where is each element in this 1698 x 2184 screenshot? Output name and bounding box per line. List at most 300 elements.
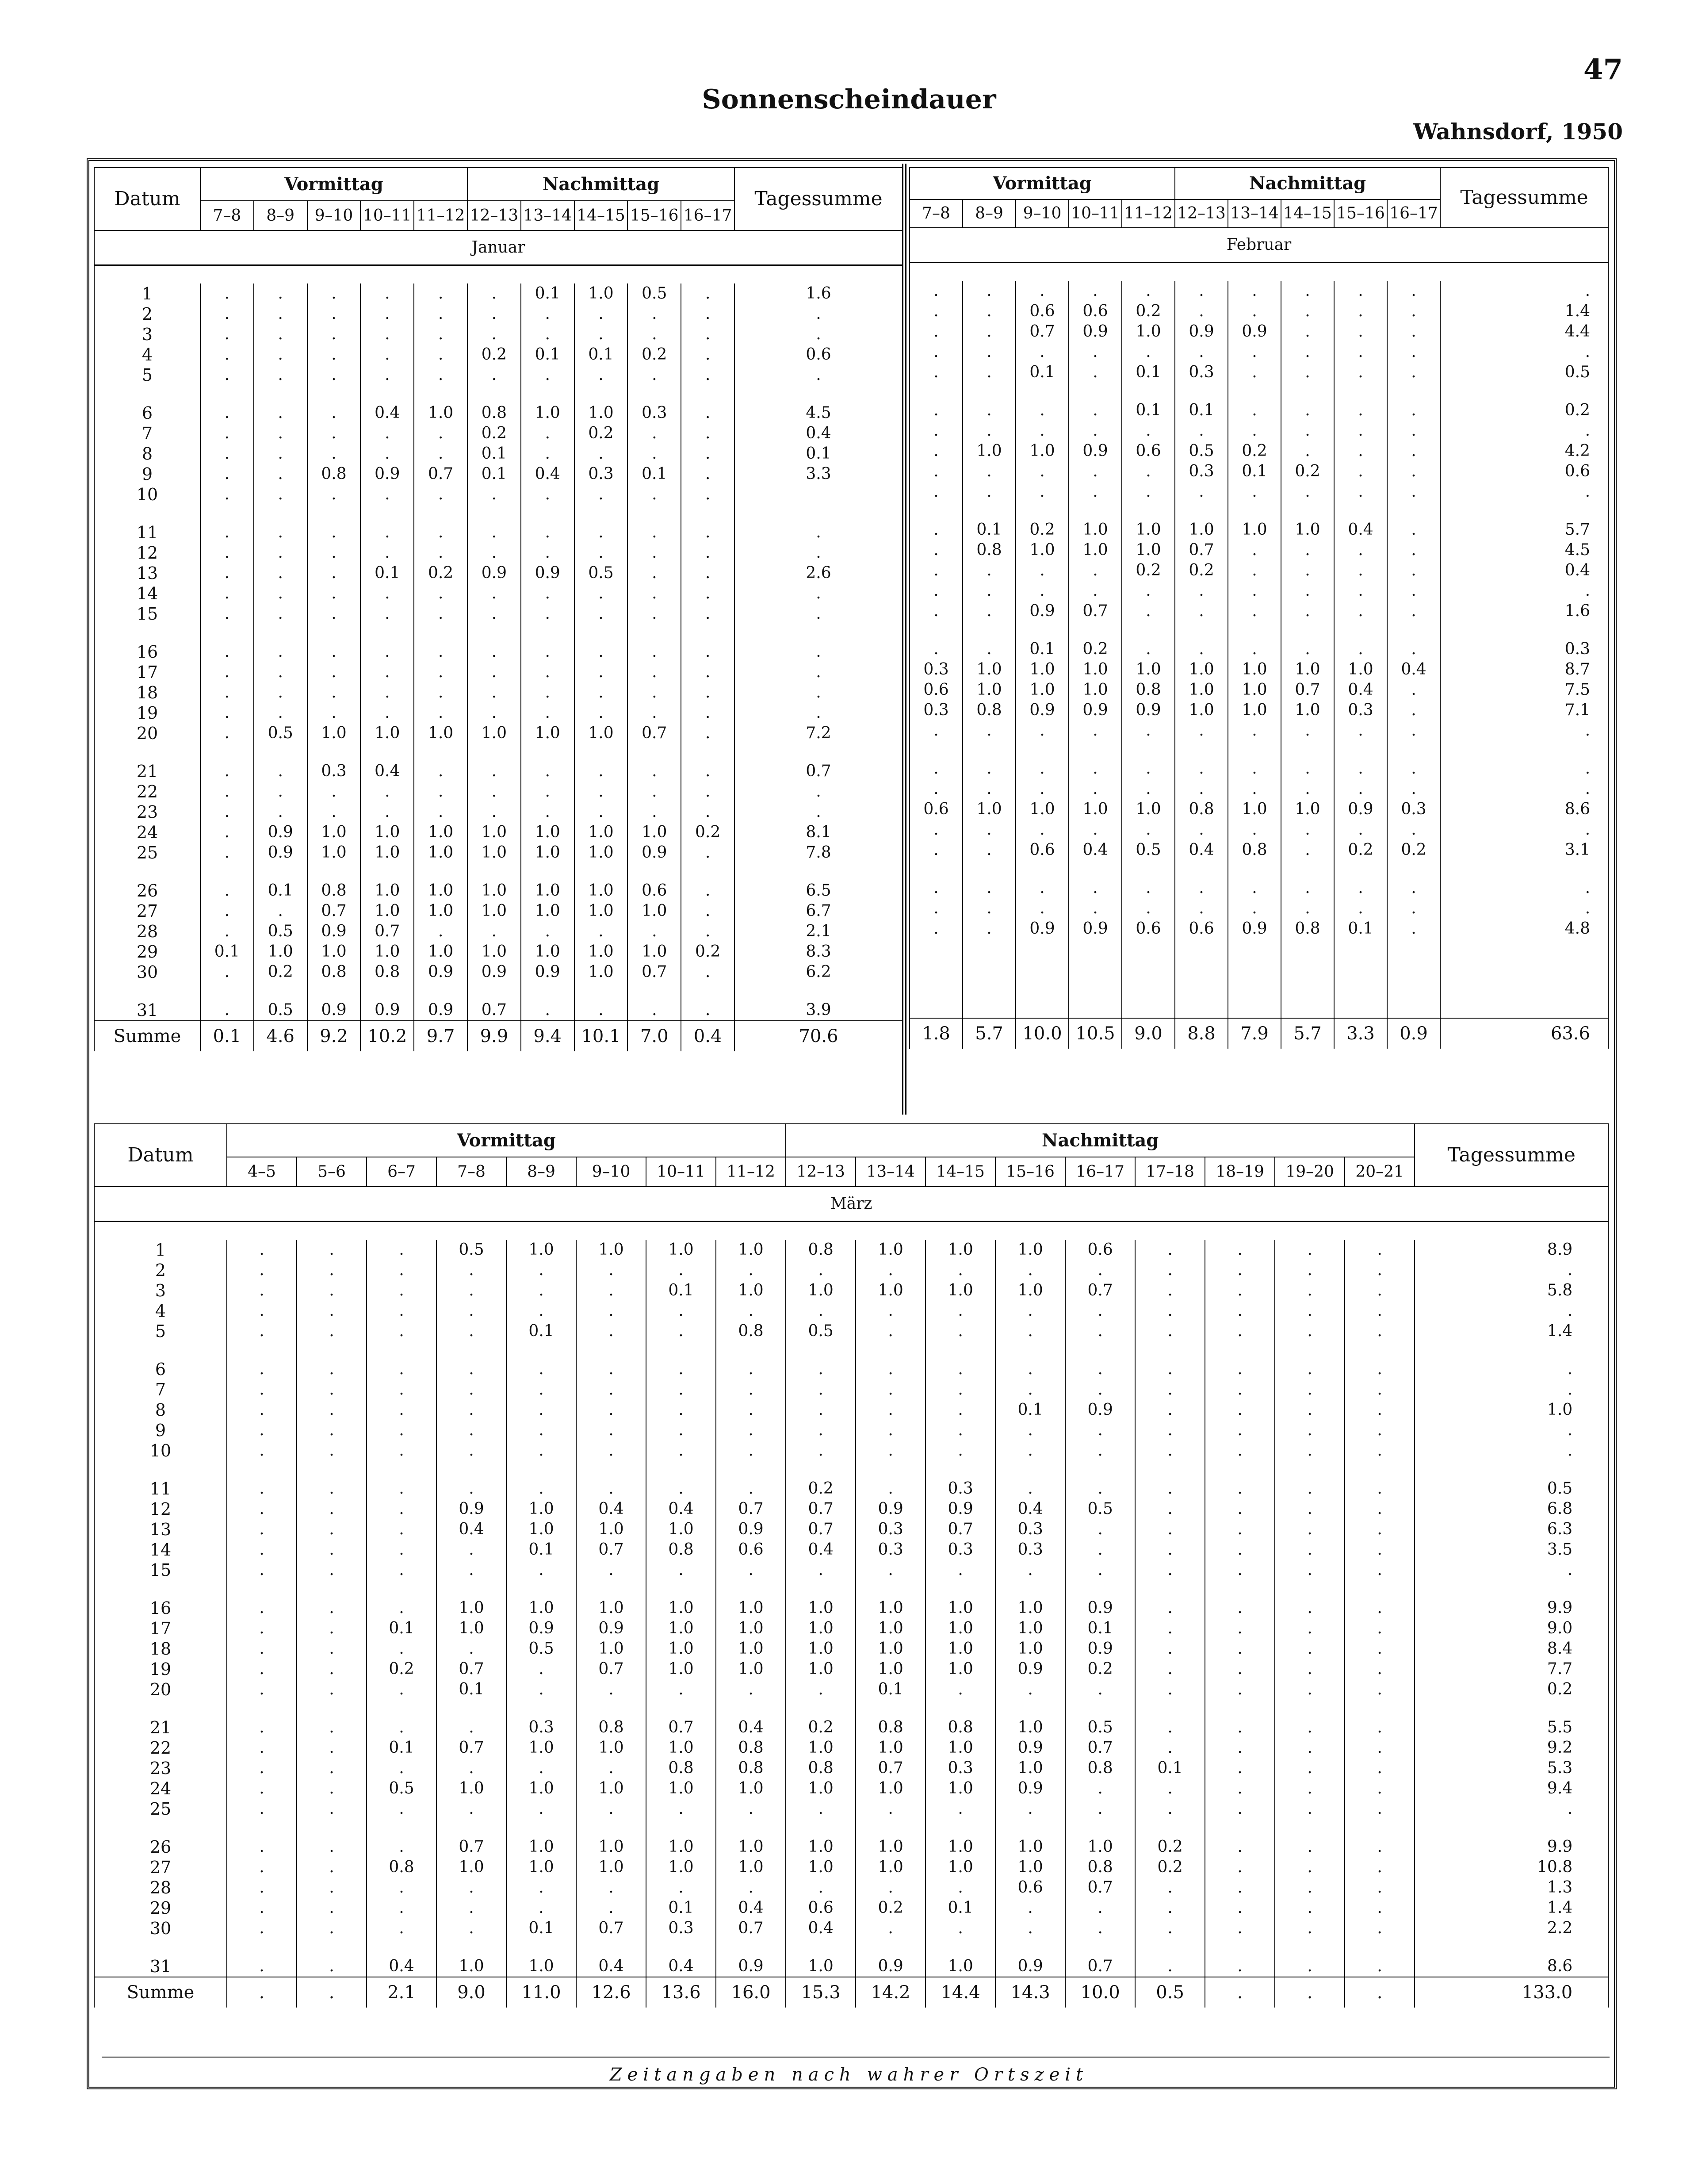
hour-value: . bbox=[786, 1420, 856, 1441]
hour-value: . bbox=[297, 1758, 367, 1778]
hour-value: . bbox=[1069, 759, 1122, 779]
hour-value: . bbox=[681, 703, 734, 723]
hour-value: . bbox=[681, 563, 734, 583]
hour-value: . bbox=[910, 461, 963, 482]
maerz-month-row bbox=[94, 1187, 1608, 1222]
hour-value: . bbox=[1122, 482, 1175, 502]
daily-total: . bbox=[734, 782, 903, 802]
hour-value: 1.0 bbox=[414, 843, 467, 863]
hour-value: . bbox=[360, 365, 414, 385]
hour-value: . bbox=[1065, 1778, 1135, 1799]
hour-value: 0.1 bbox=[574, 345, 628, 365]
hour-value: 1.0 bbox=[576, 1738, 646, 1758]
hour-value: . bbox=[1275, 1400, 1345, 1420]
hour-value: . bbox=[681, 464, 734, 484]
hour-value: . bbox=[254, 403, 307, 423]
hour-value: . bbox=[681, 543, 734, 563]
hour-value: . bbox=[681, 901, 734, 921]
hour-value: . bbox=[254, 284, 307, 304]
daily-total: 0.4 bbox=[1440, 560, 1608, 581]
hour-value: 1.0 bbox=[925, 1778, 995, 1799]
hour-value: 0.1 bbox=[360, 563, 414, 583]
hour-value: . bbox=[467, 761, 521, 782]
hour-value: . bbox=[716, 1301, 786, 1321]
hour-value: . bbox=[414, 662, 467, 682]
hour-value: . bbox=[1228, 421, 1281, 441]
hour-value: 0.4 bbox=[436, 1519, 506, 1540]
hour-value: . bbox=[297, 1560, 367, 1580]
hour-value: . bbox=[200, 444, 254, 464]
hour-value: . bbox=[307, 444, 361, 464]
hour-value: . bbox=[627, 484, 681, 505]
hour-value: . bbox=[467, 543, 521, 563]
hour-value: . bbox=[521, 604, 574, 624]
hour-value: . bbox=[307, 662, 361, 682]
hour-sum: 10.0 bbox=[1065, 1977, 1135, 2008]
table-row bbox=[94, 1280, 1608, 1301]
hour-header: 16–17 bbox=[681, 201, 734, 230]
hour-value: . bbox=[1275, 1738, 1345, 1758]
hour-value: . bbox=[681, 1000, 734, 1021]
hour-value: 0.7 bbox=[576, 1659, 646, 1679]
hour-value: 0.9 bbox=[254, 822, 307, 843]
hour-value: . bbox=[307, 484, 361, 505]
hour-value: 0.4 bbox=[1334, 520, 1387, 540]
hour-value: . bbox=[1122, 898, 1175, 919]
hour-value: . bbox=[1205, 1659, 1275, 1679]
daily-total: 5.5 bbox=[1415, 1717, 1608, 1738]
hour-value: 1.0 bbox=[1069, 540, 1122, 560]
hour-value: . bbox=[681, 723, 734, 743]
daily-total: 6.8 bbox=[1415, 1499, 1608, 1519]
table-row bbox=[94, 942, 903, 962]
hour-value: . bbox=[1275, 1260, 1345, 1280]
hour-value: . bbox=[367, 1499, 436, 1519]
hour-value: 1.0 bbox=[646, 1659, 716, 1679]
hour-value: . bbox=[1205, 1321, 1275, 1341]
hour-value: 0.9 bbox=[307, 1000, 361, 1021]
daily-total: 8.9 bbox=[1415, 1240, 1608, 1260]
hour-value: 1.0 bbox=[414, 881, 467, 901]
hour-value: . bbox=[716, 1679, 786, 1700]
table-row bbox=[910, 820, 1608, 840]
hour-value: . bbox=[1069, 820, 1122, 840]
hour-sum: 0.9 bbox=[1387, 1018, 1440, 1049]
daily-total: . bbox=[1440, 581, 1608, 601]
hour-value: 0.5 bbox=[627, 284, 681, 304]
table-row bbox=[94, 1499, 1608, 1519]
hour-value: . bbox=[1275, 1956, 1345, 1977]
hour-value: . bbox=[436, 1540, 506, 1560]
hour-value: 0.4 bbox=[367, 1956, 436, 1977]
hour-value: . bbox=[786, 1679, 856, 1700]
hour-value: . bbox=[467, 921, 521, 942]
hour-value: . bbox=[360, 662, 414, 682]
hour-value bbox=[910, 959, 963, 980]
hour-value: . bbox=[576, 1479, 646, 1499]
hour-value: . bbox=[1345, 1301, 1415, 1321]
hour-value: 0.9 bbox=[1016, 700, 1069, 720]
hour-value: . bbox=[1069, 898, 1122, 919]
hour-value: 1.0 bbox=[506, 1956, 576, 1977]
day-number: 3 bbox=[94, 324, 200, 345]
day-number: 15 bbox=[94, 1560, 227, 1580]
hour-value: 1.0 bbox=[786, 1639, 856, 1659]
hour-value: . bbox=[1334, 759, 1387, 779]
hour-value: 1.0 bbox=[646, 1618, 716, 1639]
hour-value: . bbox=[1275, 1240, 1345, 1260]
hour-value: 1.0 bbox=[925, 1956, 995, 1977]
hour-value: . bbox=[574, 802, 628, 822]
hour-value: . bbox=[1334, 342, 1387, 362]
day-number: 12 bbox=[94, 1499, 227, 1519]
hour-value: . bbox=[1122, 820, 1175, 840]
hour-value: . bbox=[436, 1301, 506, 1321]
hour-sum: 10.2 bbox=[360, 1021, 414, 1051]
hour-value: 0.5 bbox=[254, 1000, 307, 1021]
hour-value: 1.0 bbox=[646, 1738, 716, 1758]
hour-value: . bbox=[1334, 898, 1387, 919]
hour-value: . bbox=[574, 662, 628, 682]
hour-value: . bbox=[367, 1898, 436, 1918]
hour-value: 1.0 bbox=[627, 901, 681, 921]
hour-header: 10–11 bbox=[646, 1157, 716, 1187]
hour-value: . bbox=[1069, 400, 1122, 421]
hour-value: . bbox=[681, 284, 734, 304]
hour-value: 0.7 bbox=[1065, 1738, 1135, 1758]
hour-value: . bbox=[1135, 1420, 1205, 1441]
hour-value: . bbox=[856, 1379, 925, 1400]
hour-value: . bbox=[521, 522, 574, 543]
day-number: 18 bbox=[94, 1639, 227, 1659]
hour-value: . bbox=[856, 1441, 925, 1461]
hour-value: . bbox=[1275, 1359, 1345, 1379]
januar-month-row bbox=[94, 230, 903, 265]
hour-value: . bbox=[574, 522, 628, 543]
hour-value: . bbox=[1205, 1479, 1275, 1499]
hour-value: 0.7 bbox=[436, 1659, 506, 1679]
hour-value: . bbox=[576, 1321, 646, 1341]
hour-value: 1.0 bbox=[1281, 659, 1334, 680]
hour-value: . bbox=[1175, 759, 1228, 779]
hour-value: 1.0 bbox=[436, 1778, 506, 1799]
hour-value: 0.9 bbox=[627, 843, 681, 863]
tagessumme-header: Tagessumme bbox=[734, 168, 903, 230]
table-row bbox=[910, 898, 1608, 919]
hour-value: . bbox=[436, 1280, 506, 1301]
hour-value: . bbox=[1122, 779, 1175, 799]
hour-value: . bbox=[1205, 1420, 1275, 1441]
hour-value: . bbox=[1345, 1717, 1415, 1738]
hour-value: . bbox=[307, 284, 361, 304]
hour-value: 1.0 bbox=[254, 942, 307, 962]
hour-value: 1.0 bbox=[856, 1778, 925, 1799]
hour-value: 1.0 bbox=[1228, 680, 1281, 700]
hour-value: 0.1 bbox=[1122, 400, 1175, 421]
hour-value: . bbox=[1334, 281, 1387, 301]
hour-header: 8–9 bbox=[254, 201, 307, 230]
daily-total: 2.6 bbox=[734, 563, 903, 583]
hour-sum: 9.7 bbox=[414, 1021, 467, 1051]
table-row bbox=[94, 304, 903, 324]
hour-value: 0.9 bbox=[1065, 1639, 1135, 1659]
hour-value: 1.0 bbox=[506, 1519, 576, 1540]
hour-value: . bbox=[1065, 1519, 1135, 1540]
hour-value bbox=[1016, 997, 1069, 1018]
hour-value bbox=[963, 997, 1016, 1018]
hour-value: . bbox=[1281, 581, 1334, 601]
hour-value: . bbox=[1069, 281, 1122, 301]
hour-value: . bbox=[1175, 482, 1228, 502]
hour-value: . bbox=[521, 782, 574, 802]
daily-total: . bbox=[734, 802, 903, 822]
hour-value: . bbox=[1122, 461, 1175, 482]
hour-header: 17–18 bbox=[1135, 1157, 1205, 1187]
table-row bbox=[910, 461, 1608, 482]
hour-value: 1.0 bbox=[856, 1837, 925, 1857]
hour-value: . bbox=[1387, 898, 1440, 919]
hour-value: 1.0 bbox=[574, 901, 628, 921]
hour-header: 15–16 bbox=[627, 201, 681, 230]
hour-value: . bbox=[1205, 1499, 1275, 1519]
hour-value: 1.0 bbox=[574, 942, 628, 962]
day-number: 4 bbox=[94, 345, 200, 365]
hour-value: . bbox=[436, 1441, 506, 1461]
hour-value: 0.3 bbox=[646, 1918, 716, 1939]
hour-value: 0.1 bbox=[1334, 919, 1387, 939]
hour-value: . bbox=[1345, 1280, 1415, 1301]
hour-value: . bbox=[367, 1519, 436, 1540]
hour-value: 1.0 bbox=[925, 1598, 995, 1618]
hour-sum: 11.0 bbox=[506, 1977, 576, 2008]
hour-value: 0.9 bbox=[1122, 700, 1175, 720]
hour-value: 1.0 bbox=[574, 723, 628, 743]
hour-value: . bbox=[227, 1918, 297, 1939]
hour-value: 1.0 bbox=[307, 822, 361, 843]
daily-total: 10.8 bbox=[1415, 1857, 1608, 1877]
hour-header: 20–21 bbox=[1345, 1157, 1415, 1187]
daily-total: 6.5 bbox=[734, 881, 903, 901]
hour-value: . bbox=[1387, 520, 1440, 540]
page-title: Sonnenscheindauer bbox=[702, 84, 996, 115]
hour-value: . bbox=[414, 345, 467, 365]
hour-value: . bbox=[1334, 482, 1387, 502]
hour-value: . bbox=[1205, 1679, 1275, 1700]
hour-value: 0.5 bbox=[254, 921, 307, 942]
hour-value: . bbox=[1345, 1321, 1415, 1341]
hour-value: . bbox=[716, 1877, 786, 1898]
hour-value: . bbox=[1205, 1598, 1275, 1618]
hour-value: . bbox=[360, 543, 414, 563]
hour-value: 0.7 bbox=[576, 1918, 646, 1939]
daily-total bbox=[1440, 997, 1608, 1018]
hour-value bbox=[963, 959, 1016, 980]
hour-sum: 3.3 bbox=[1334, 1018, 1387, 1049]
hour-value: . bbox=[200, 365, 254, 385]
hour-value bbox=[1387, 997, 1440, 1018]
hour-value: . bbox=[627, 703, 681, 723]
hour-value: . bbox=[307, 403, 361, 423]
hour-value: . bbox=[910, 281, 963, 301]
hour-value: . bbox=[627, 642, 681, 662]
table-row bbox=[910, 560, 1608, 581]
hour-header: 14–15 bbox=[574, 201, 628, 230]
hour-value: 1.0 bbox=[1228, 659, 1281, 680]
hour-header: 16–17 bbox=[1387, 199, 1440, 228]
hour-value: . bbox=[1205, 1379, 1275, 1400]
hour-value: 0.1 bbox=[521, 345, 574, 365]
hour-value: . bbox=[414, 304, 467, 324]
hour-value: . bbox=[467, 642, 521, 662]
hour-value: . bbox=[360, 642, 414, 662]
daily-total: . bbox=[1440, 898, 1608, 919]
hour-value: 1.0 bbox=[436, 1857, 506, 1877]
hour-value: 0.7 bbox=[716, 1918, 786, 1939]
hour-value: 0.5 bbox=[786, 1321, 856, 1341]
hour-value: . bbox=[1205, 1519, 1275, 1540]
day-number: 23 bbox=[94, 1758, 227, 1778]
hour-value: . bbox=[1122, 759, 1175, 779]
hour-value: . bbox=[367, 1918, 436, 1939]
hour-value: . bbox=[646, 1479, 716, 1499]
hour-header: 15–16 bbox=[995, 1157, 1065, 1187]
hour-sum: 15.3 bbox=[786, 1977, 856, 2008]
hour-value: . bbox=[1345, 1560, 1415, 1580]
hour-value: 0.4 bbox=[716, 1898, 786, 1918]
hour-value: 0.8 bbox=[716, 1758, 786, 1778]
hour-value: 0.9 bbox=[1228, 919, 1281, 939]
summe-label: Summe bbox=[94, 1977, 227, 2008]
hour-value: . bbox=[360, 682, 414, 703]
hour-sum: 14.4 bbox=[925, 1977, 995, 2008]
hour-value: . bbox=[786, 1441, 856, 1461]
hour-value: . bbox=[414, 921, 467, 942]
day-number: 21 bbox=[94, 761, 200, 782]
hour-value: 0.8 bbox=[307, 464, 361, 484]
hour-value: 0.3 bbox=[995, 1519, 1065, 1540]
hour-value: . bbox=[576, 1359, 646, 1379]
hour-value: . bbox=[254, 662, 307, 682]
hour-value: 0.9 bbox=[925, 1499, 995, 1519]
hour-value: . bbox=[1387, 779, 1440, 799]
hour-value: . bbox=[574, 604, 628, 624]
hour-value: . bbox=[646, 1379, 716, 1400]
hour-value: 0.9 bbox=[716, 1519, 786, 1540]
hour-value: . bbox=[1281, 301, 1334, 322]
hour-value: . bbox=[1281, 779, 1334, 799]
hour-value: 0.2 bbox=[1387, 840, 1440, 860]
hour-value: . bbox=[1135, 1778, 1205, 1799]
hour-value: . bbox=[200, 403, 254, 423]
hour-value: 0.1 bbox=[995, 1400, 1065, 1420]
hour-value: 1.0 bbox=[521, 881, 574, 901]
hour-value: . bbox=[1069, 482, 1122, 502]
hour-value: 0.3 bbox=[1387, 799, 1440, 820]
hour-value: 0.1 bbox=[925, 1898, 995, 1918]
hour-value: . bbox=[297, 1441, 367, 1461]
daily-total: . bbox=[1440, 720, 1608, 741]
hour-value: . bbox=[576, 1301, 646, 1321]
hour-value bbox=[1016, 959, 1069, 980]
table-row bbox=[94, 1560, 1608, 1580]
hour-value: 0.8 bbox=[367, 1857, 436, 1877]
table-row bbox=[94, 1301, 1608, 1321]
hour-value: . bbox=[227, 1639, 297, 1659]
hour-value: . bbox=[436, 1479, 506, 1499]
hour-value: . bbox=[963, 639, 1016, 659]
hour-sum: 0.1 bbox=[200, 1021, 254, 1051]
hour-value: 0.1 bbox=[1228, 461, 1281, 482]
hour-value: . bbox=[910, 421, 963, 441]
hour-value: . bbox=[925, 1379, 995, 1400]
hour-value: . bbox=[360, 703, 414, 723]
hour-value: . bbox=[1228, 759, 1281, 779]
hour-value: . bbox=[786, 1400, 856, 1420]
hour-value: . bbox=[436, 1260, 506, 1280]
month-name: Januar bbox=[94, 230, 903, 265]
hour-value bbox=[1387, 959, 1440, 980]
hour-value: 0.1 bbox=[646, 1898, 716, 1918]
hour-value: . bbox=[1281, 421, 1334, 441]
hour-value: . bbox=[1281, 540, 1334, 560]
hour-value: 0.6 bbox=[1016, 840, 1069, 860]
hour-value: . bbox=[200, 682, 254, 703]
hour-value: 0.7 bbox=[716, 1499, 786, 1519]
hour-value: . bbox=[1016, 461, 1069, 482]
group-gap-row bbox=[910, 383, 1608, 400]
table-row bbox=[94, 901, 903, 921]
daily-total: 0.6 bbox=[1440, 461, 1608, 482]
hour-value: 1.0 bbox=[925, 1280, 995, 1301]
hour-value: . bbox=[910, 482, 963, 502]
hour-value: 0.9 bbox=[1175, 322, 1228, 342]
hour-value bbox=[1122, 939, 1175, 959]
hour-value: 0.8 bbox=[576, 1717, 646, 1738]
hour-value: . bbox=[414, 583, 467, 604]
hour-value: . bbox=[995, 1321, 1065, 1341]
hour-value: . bbox=[1069, 779, 1122, 799]
hour-value: . bbox=[856, 1359, 925, 1379]
hour-value: . bbox=[627, 304, 681, 324]
tagessumme-header: Tagessumme bbox=[1415, 1124, 1608, 1187]
hour-value: . bbox=[436, 1400, 506, 1420]
hour-value: 0.2 bbox=[1175, 560, 1228, 581]
hour-value: . bbox=[360, 484, 414, 505]
hour-value: 1.0 bbox=[414, 723, 467, 743]
table-row bbox=[910, 799, 1608, 820]
hour-value: . bbox=[367, 1799, 436, 1819]
daily-total: . bbox=[734, 583, 903, 604]
hour-value bbox=[1228, 939, 1281, 959]
hour-value: 0.2 bbox=[1016, 520, 1069, 540]
hour-value: 1.0 bbox=[856, 1618, 925, 1639]
hour-value: . bbox=[1334, 540, 1387, 560]
hour-value: 0.3 bbox=[506, 1717, 576, 1738]
daily-total: 6.2 bbox=[734, 962, 903, 982]
hour-value: 1.0 bbox=[963, 799, 1016, 820]
group-gap-row bbox=[94, 982, 903, 1000]
hour-value: . bbox=[200, 484, 254, 505]
hour-value: . bbox=[227, 1301, 297, 1321]
daily-total: . bbox=[734, 522, 903, 543]
hour-value: 0.9 bbox=[254, 843, 307, 863]
monthly-total: 63.6 bbox=[1440, 1018, 1608, 1049]
daily-total: 7.1 bbox=[1440, 700, 1608, 720]
table-row bbox=[94, 1918, 1608, 1939]
hour-value: . bbox=[367, 1758, 436, 1778]
hour-value: . bbox=[1065, 1420, 1135, 1441]
hour-value: . bbox=[856, 1560, 925, 1580]
